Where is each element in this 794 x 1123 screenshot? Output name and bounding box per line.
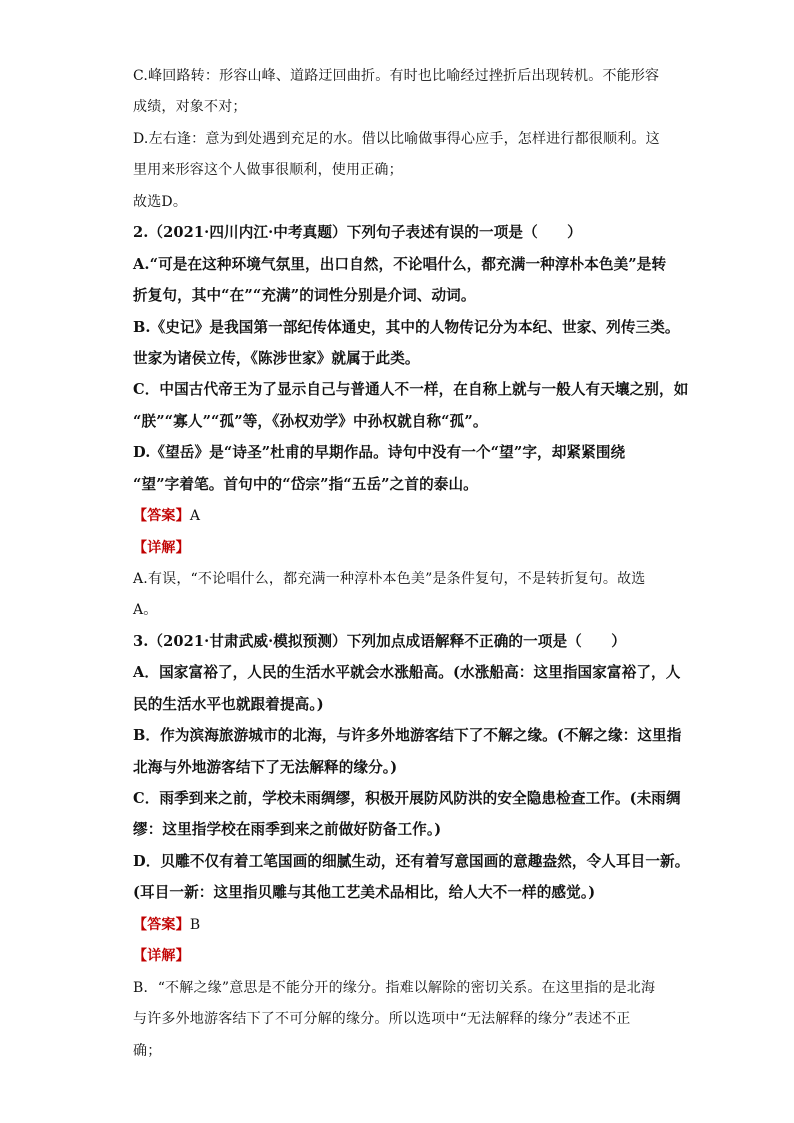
text-line: 成绩，对象不对；	[133, 99, 247, 115]
detail-line-q2	[133, 538, 190, 558]
question-2-option-d-cont: “望”字着笔。首句中的“岱宗”指“五岳”之首的泰山。	[133, 476, 478, 493]
question-3-option-b: B．作为滨海旅游城市的北海，与许多外地游客结下了不解之缘。(不解之缘：这里指	[133, 727, 682, 744]
question-3-option-c-cont: 缪：这里指学校在雨季到来之前做好防备工作。)	[133, 821, 442, 838]
question-2-option-d: D.《望岳》是“诗圣”杜甫的早期作品。诗句中没有一个“望”字，却紧紧围绕	[133, 444, 626, 461]
question-2-option-b: B.《史记》是我国第一部纪传体通史，其中的人物传记分为本纪、世家、列传三类。	[133, 319, 680, 336]
answer-value: B	[189, 917, 201, 933]
answer-label: 【答案】	[133, 917, 190, 933]
question-3-option-b-cont: 北海与外地游客结下了无法解释的缘分。)	[133, 759, 398, 776]
question-3-option-a-cont: 民的生活水平也就跟着提高。)	[133, 696, 324, 713]
question-3-stem: 3.（2021·甘肃武威·模拟预测）下列加点成语解释不正确的一项是（ ）	[133, 633, 626, 650]
question-2-option-c: C．中国古代帝王为了显示自己与普通人不一样，在自称上就与一般人有天壤之别，如	[133, 381, 689, 398]
detail-line-q3	[133, 946, 190, 966]
text-line: C.峰回路转：形容山峰、道路迂回曲折。有时也比喻经过挫折后出现转机。不能形容	[133, 68, 660, 84]
question-2-option-c-cont: “朕”“寡人”“孤”等，《孙权劝学》中孙权就自称“孤”。	[133, 413, 488, 430]
question-3-option-d-cont: (耳目一新：这里指贝雕与其他工艺美术品相比，给人大不一样的感觉。)	[133, 884, 596, 901]
question-2-option-a-cont: 折复句，其中“在”“充满”的词性分别是介词、动词。	[133, 287, 476, 304]
answer-label: 【答案】	[133, 508, 190, 524]
answer-value: A	[189, 508, 201, 524]
detail-label: 【详解】	[133, 540, 190, 556]
question-3-option-c: C．雨季到来之前，学校未雨绸缪，积极开展防风防洪的安全隐患检查工作。(未雨绸	[133, 790, 681, 807]
detail-label: 【详解】	[133, 948, 190, 964]
text-line: 确；	[133, 1043, 162, 1059]
question-2-stem: 2.（2021·四川内江·中考真题）下列句子表述有误的一项是（ ）	[133, 224, 582, 241]
text-line: A.有误，“不论唱什么，都充满一种淳朴本色美”是条件复句，不是转折复句。故选	[133, 571, 646, 587]
text-line: 故选D。	[133, 194, 188, 210]
text-line: 与许多外地游客结下了不可分解的缘分。所以选项中“无法解释的缘分”表述不正	[133, 1011, 631, 1027]
question-3-option-d: D．贝雕不仅有着工笔国画的细腻生动，还有着写意国画的意趣盎然，令人耳目一新。	[133, 853, 690, 870]
question-2-option-a: A.“可是在这种环境气氛里，出口自然，不论唱什么，都充满一种淳朴本色美”是转	[133, 256, 667, 273]
text-line: A。	[133, 602, 158, 618]
text-line: D.左右逢：意为到处遇到充足的水。借以比喻做事得心应手，怎样进行都很顺利。这	[133, 131, 660, 147]
question-3-option-a: A．国家富裕了，人民的生活水平就会水涨船高。(水涨船高：这里指国家富裕了，人	[133, 664, 681, 681]
answer-line-q3	[133, 915, 200, 935]
answer-line-q2	[133, 506, 200, 526]
text-line: 里用来形容这个人做事很顺利，使用正确；	[133, 162, 403, 178]
text-line: B．“不解之缘”意思是不能分开的缘分。指难以解除的密切关系。在这里指的是北海	[133, 980, 656, 996]
question-2-option-b-cont: 世家为诸侯立传，《陈涉世家》就属于此类。	[133, 350, 420, 367]
